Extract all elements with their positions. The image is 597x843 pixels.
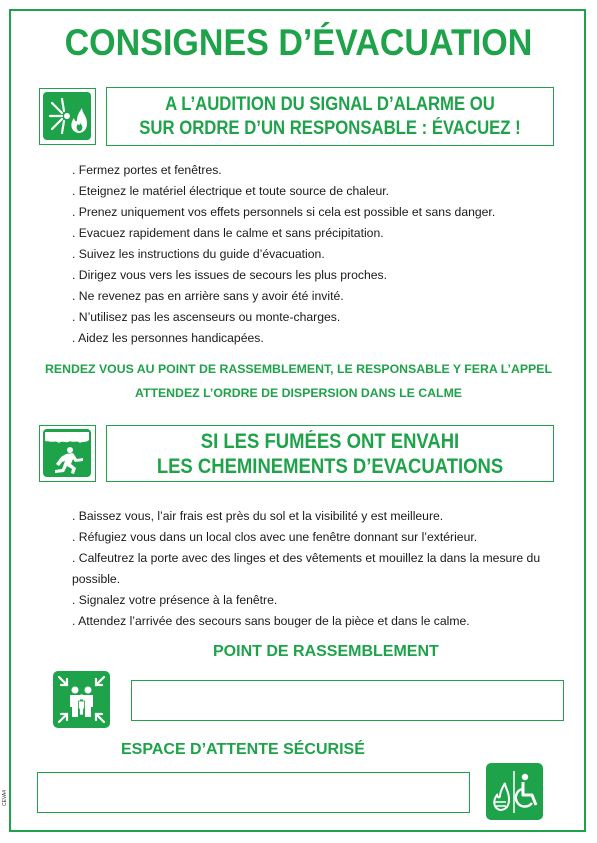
list-item: . Baissez vous, l’air frais est près du sol et la visibilité y est meilleure. [72,509,444,523]
assembly-point-label: POINT DE RASSEMBLEMENT [213,643,439,660]
assembly-call-note: RENDEZ VOUS AU POINT DE RASSEMBLEMENT, LE RESPONSABLE Y FERA L’APPEL [45,362,552,376]
alarm-instructions-list [72,160,495,349]
list-item: . Evacuez rapidement dans le calme et sans précipitation. [72,226,384,240]
assembly-point-icon [53,671,110,728]
list-item: . Calfeutrez la porte avec des linges et des vêtements et mouillez la dans la mesure du possible. [72,551,541,586]
list-item: . Réfugiez vous dans un local clos avec une fenêtre donnant sur l’extérieur. [72,530,478,544]
waiting-area-field[interactable] [37,772,470,813]
page-title: CONSIGNES D’ÉVACUATION [64,22,533,63]
reference-code: CEVA4 [2,789,8,806]
list-item: . Ne revenez pas en arrière sans y avoir été invité. [72,289,344,303]
alarm-banner-line2: SUR ORDRE D’UN RESPONSABLE : ÉVACUEZ ! [139,117,521,139]
list-item: . Fermez portes et fenêtres. [72,163,222,177]
list-item: . Aidez les personnes handicapées. [72,331,264,345]
smoke-banner-line2: LES CHEMINEMENTS D’EVACUATIONS [156,454,504,478]
waiting-area-label: ESPACE D’ATTENTE SÉCURISÉ [121,741,365,758]
smoke-instructions-list [72,506,552,632]
smoke-banner [106,425,554,482]
list-item: . Attendez l’arrivée des secours sans bouger de la pièce et dans le calme. [72,614,470,628]
list-item: . Prenez uniquement vos effets personnels si cela est possible et sans danger. [72,205,496,219]
alarm-banner [106,87,554,146]
smoke-escape-icon [39,425,96,482]
fire-alarm-icon [39,88,96,145]
list-item: . Signalez votre présence à la fenêtre. [72,593,278,607]
list-item: . Dirigez vous vers les issues de secours les plus proches. [72,268,387,282]
list-item: . Eteignez le matériel électrique et toute source de chaleur. [72,184,390,198]
alarm-banner-line1: A L’AUDITION DU SIGNAL D’ALARME OU [165,93,495,115]
assembly-point-field[interactable] [131,680,564,721]
smoke-banner-line1: SI LES FUMÉES ONT ENVAHI [200,429,460,453]
list-item: . Suivez les instructions du guide d’évacuation. [72,247,325,261]
safe-waiting-area-icon [486,763,543,820]
list-item: . N’utilisez pas les ascenseurs ou monte-charges. [72,310,341,324]
dispersion-note: ATTENDEZ L’ORDRE DE DISPERSION DANS LE CALME [134,386,463,400]
